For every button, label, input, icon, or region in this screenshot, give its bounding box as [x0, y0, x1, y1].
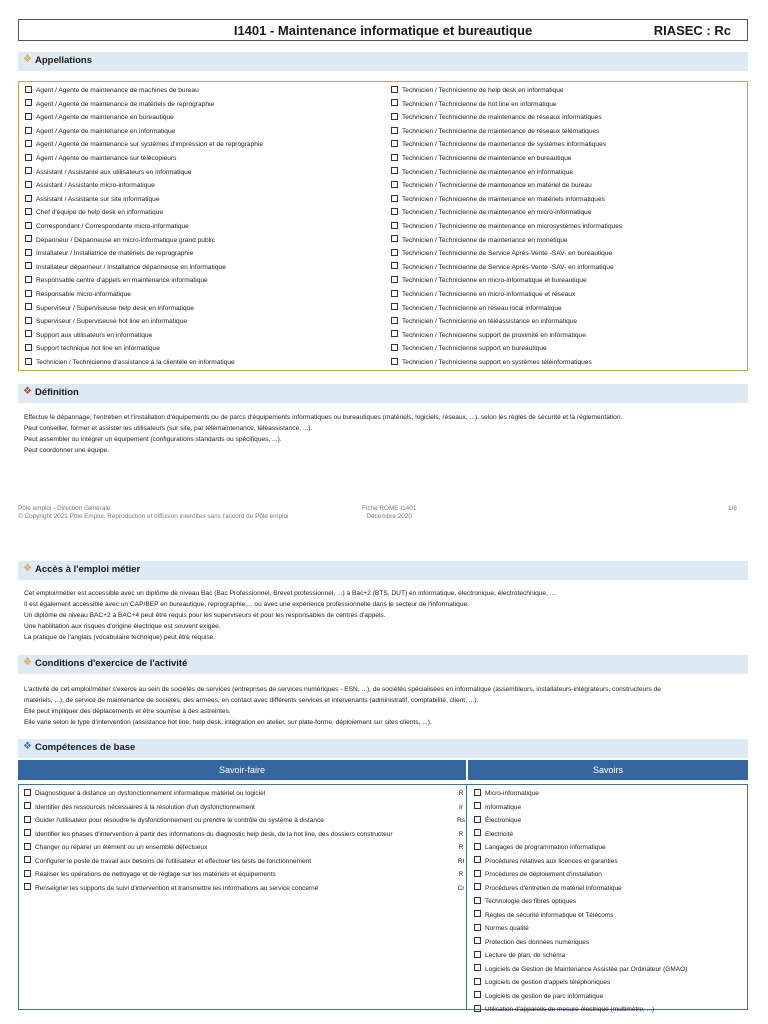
- riasec-code-cell: R: [458, 830, 464, 838]
- checkbox-icon: [25, 358, 32, 365]
- savoir-label: Procédures relatives aux licences et garanties: [485, 857, 618, 865]
- savoir-item: [474, 936, 589, 950]
- checkbox-icon: [24, 883, 31, 890]
- competences-box: [18, 784, 748, 1013]
- checkbox-icon: [25, 154, 32, 161]
- diamond-icon: ❖: [23, 741, 32, 752]
- savoir-label: Procédures de déploiement d'installation: [485, 871, 602, 878]
- text-line: Peut coordonner une équipe.: [24, 447, 110, 454]
- checkbox-icon: [25, 140, 32, 147]
- checkbox-icon: [474, 910, 481, 917]
- appellation-item: [25, 288, 263, 302]
- footer-date: Décembre 2020: [366, 513, 412, 520]
- item-label: Superviseur / Superviseuse help desk en informatique: [36, 304, 194, 312]
- checkbox-icon: [25, 344, 32, 351]
- checkbox-icon: [391, 181, 398, 188]
- appellation-item: [25, 315, 263, 329]
- checkbox-icon: [391, 208, 398, 215]
- appellation-item: [391, 234, 622, 248]
- item-label: Technicien / Technicienne en micro-informatique et réseaux: [402, 290, 576, 298]
- item-label: Technicien / Technicienne de maintenance en microsystèmes informatiques: [402, 222, 623, 230]
- appellation-item: [25, 356, 263, 370]
- checkbox-icon: [391, 249, 398, 256]
- item-label: Technicien / Technicienne en téléassistance en informatique: [402, 318, 578, 326]
- item-label: Technicien / Technicienne de maintenance de réseaux télématiques: [402, 127, 600, 135]
- diamond-icon: ❖: [23, 657, 32, 668]
- item-label: Correspondant / Correspondante micro-informatique: [36, 222, 189, 230]
- savoir-item: [474, 922, 529, 936]
- text-line: Elle peut impliquer des déplacements et être soumise à des astreintes.: [24, 708, 231, 715]
- item-label: Responsable centre d'appels en maintenance informatique: [36, 277, 208, 285]
- section-competences: [18, 739, 748, 758]
- appellations-box: [18, 81, 748, 371]
- item-label: Responsable micro-informatique: [36, 290, 131, 298]
- checkbox-icon: [24, 856, 31, 863]
- savoir-item: [474, 855, 618, 869]
- savoir-faire-item: [24, 828, 464, 842]
- savoir-item: [474, 868, 602, 882]
- appellation-item: [391, 356, 622, 370]
- savoir-faire-label: Réaliser les opérations de nettoyage et de réglage sur les matériels et équipements: [35, 871, 276, 878]
- savoir-item: [474, 909, 614, 923]
- diamond-icon: ❖: [23, 563, 32, 574]
- appellation-item: [391, 179, 622, 193]
- item-label: Technicien / Technicienne en réseau local informatique: [402, 304, 562, 312]
- checkbox-icon: [391, 303, 398, 310]
- text-line: Peut conseiller, former et assister les utilisateurs (sur site, par télémaintenance, téléassistance, ...).: [24, 425, 313, 432]
- appellation-item: [391, 261, 622, 275]
- savoir-label: Normes qualité: [485, 925, 529, 932]
- savoir-faire-label: Renseigner les supports de suivi d'intervention et transmettre les informations au service concerné: [35, 884, 319, 892]
- savoir-faire-label: Identifier les phases d'intervention à partir des informations du diagnostic help desk, de la hot line, des dossiers constructeur: [35, 830, 393, 838]
- section-acces: [18, 561, 748, 580]
- appellation-item: [25, 84, 263, 98]
- item-label: Technicien / Technicienne de maintenance en matériels informatiques: [402, 195, 605, 203]
- checkbox-icon: [24, 870, 31, 877]
- appellation-item: [25, 302, 263, 316]
- footer-fiche-line1: Fiche ROME I1401: [362, 505, 417, 512]
- appellation-item: [391, 206, 622, 220]
- appellation-item: [391, 152, 622, 166]
- checkbox-icon: [474, 829, 481, 836]
- footer-org-line1: Pôle emploi - Direction Générale: [18, 505, 111, 512]
- checkbox-icon: [391, 154, 398, 161]
- savoir-item: [474, 949, 565, 963]
- footer-org: [18, 505, 288, 521]
- checkbox-icon: [24, 789, 31, 796]
- section-title: Conditions d'exercice de l'activité: [35, 658, 188, 669]
- savoir-item: [474, 841, 606, 855]
- savoir-label: Règles de sécurité informatique et Télécoms: [485, 911, 614, 919]
- riasec-code-cell: Rs: [457, 817, 465, 824]
- appellations-right-column: [391, 84, 622, 369]
- savoir-faire-item: [24, 814, 464, 828]
- diamond-icon: ❖: [23, 386, 32, 397]
- riasec-code-cell: R: [458, 790, 464, 797]
- text-line: Un diplôme de niveau BAC+2 à BAC+4 peut être requis pour les superviseurs et pour les responsables de centres d'appels.: [24, 612, 386, 619]
- checkbox-icon: [24, 843, 31, 850]
- section-title: Définition: [35, 387, 79, 398]
- item-label: Superviseur / Superviseuse hot line en informatique: [36, 318, 188, 326]
- checkbox-icon: [391, 344, 398, 351]
- riasec-code-cell: R: [458, 844, 464, 851]
- item-label: Technicien / Technicienne de maintenance en matériel de bureau: [402, 182, 592, 190]
- checkbox-icon: [25, 167, 32, 174]
- checkbox-icon: [391, 113, 398, 120]
- text-line: Elle varie selon le type d'intervention (assistance hot line, help desk, intégration en atelier, sur plate-forme, déploiement sur sites clients, ...).: [24, 719, 432, 726]
- appellation-item: [25, 274, 263, 288]
- appellation-item: [25, 166, 263, 180]
- checkbox-icon: [474, 978, 481, 985]
- item-label: Agent / Agente de maintenance en informatique: [36, 127, 176, 135]
- appellation-item: [25, 247, 263, 261]
- item-label: Technicien / Technicienne de maintenance de systèmes informatiques: [402, 141, 607, 149]
- item-label: Assistant / Assistante micro-informatique: [36, 182, 155, 190]
- diamond-icon: ❖: [23, 54, 32, 65]
- checkbox-icon: [391, 99, 398, 106]
- savoir-label: Utilisation d'appareils de mesure électrique (multimètre, ...): [485, 1006, 655, 1013]
- checkbox-icon: [391, 86, 398, 93]
- savoir-item: [474, 828, 513, 842]
- text-line: La pratique de l'anglais (vocabulaire technique) peut être requise.: [24, 634, 216, 641]
- savoir-item: [474, 801, 521, 815]
- definition-text: [24, 412, 744, 456]
- checkbox-icon: [391, 140, 398, 147]
- appellation-item: [391, 274, 622, 288]
- item-label: Technicien / Technicienne d'assistance à la clientèle en informatique: [36, 358, 235, 366]
- checkbox-icon: [474, 856, 481, 863]
- item-label: Support technique hot line en informatique: [36, 345, 160, 353]
- checkbox-icon: [25, 330, 32, 337]
- section-title: Compétences de base: [35, 742, 136, 753]
- savoir-item: [474, 1003, 654, 1017]
- riasec-code-cell: Cr: [457, 884, 465, 892]
- checkbox-icon: [25, 317, 32, 324]
- appellations-left-column: [25, 84, 263, 369]
- savoir-label: Procédures d'entretien de matériel informatique: [485, 884, 622, 892]
- section-definition: [18, 384, 748, 403]
- savoir-label: Logiciels de gestion d'appels téléphoniques: [485, 979, 611, 986]
- checkbox-icon: [474, 991, 481, 998]
- appellation-item: [391, 220, 622, 234]
- checkbox-icon: [391, 358, 398, 365]
- text-line: L'activité de cet emploi/métier s'exerce au sein de sociétés de services (entreprises de services numériques - ESN, ...), de sociétés spécialisées en informatique (assembleurs, installateurs-intégrateurs, constructeurs de: [24, 686, 661, 693]
- footer-copyright: © Copyright 2021 Pôle Emploi. Reproduction et diffusion interdites sans l'accord de Pôle emploi: [18, 513, 289, 520]
- checkbox-icon: [25, 208, 32, 215]
- checkbox-icon: [25, 249, 32, 256]
- appellation-item: [25, 220, 263, 234]
- savoir-faire-label: Changer ou réparer un élément ou un ensemble défectueux: [35, 844, 208, 851]
- checkbox-icon: [391, 167, 398, 174]
- item-label: Technicien / Technicienne en micro-informatique et bureautique: [402, 277, 587, 285]
- item-label: Technicien / Technicienne support de proximité en informatique: [402, 331, 586, 339]
- checkbox-icon: [474, 883, 481, 890]
- item-label: Technicien / Technicienne de maintenance en monétique: [402, 236, 568, 244]
- savoir-faire-item: [24, 787, 464, 801]
- item-label: Technicien / Technicienne support en bureautique: [402, 345, 547, 353]
- text-line: Cet emploi/métier est accessible avec un diplôme de niveau Bac (Bac Professionnel, Brevet professionnel, ...) à Bac+2 (BTS, DUT) en informatique, électronique, électrotechnique, ...: [24, 590, 556, 597]
- checkbox-icon: [25, 222, 32, 229]
- checkbox-icon: [474, 843, 481, 850]
- item-label: Support aux utilisateurs en informatique: [36, 331, 153, 339]
- savoir-faire-header: Savoir-faire: [18, 760, 466, 780]
- item-label: Technicien / Technicienne de hot line en informatique: [402, 100, 557, 108]
- appellation-item: [25, 125, 263, 139]
- appellation-item: [391, 247, 622, 261]
- appellation-item: [391, 111, 622, 125]
- item-label: Technicien / Technicienne de Service Après-Vente -SAV- en bureautique: [402, 250, 613, 258]
- checkbox-icon: [391, 262, 398, 269]
- checkbox-icon: [25, 113, 32, 120]
- appellation-item: [25, 179, 263, 193]
- acces-text: [24, 588, 744, 643]
- section-conditions: [18, 655, 748, 674]
- item-label: Technicien / Technicienne support en systèmes téléinformatiques: [402, 358, 592, 366]
- savoir-label: Electricité: [485, 830, 514, 838]
- section-appellations: [18, 52, 748, 71]
- savoir-item: [474, 814, 521, 828]
- checkbox-icon: [474, 802, 481, 809]
- page-title: I1401 - Maintenance informatique et bureautique: [233, 23, 533, 38]
- checkbox-icon: [25, 127, 32, 134]
- item-label: Installateur dépanneur / Installatrice dépanneuse en informatique: [36, 263, 226, 271]
- savoir-label: Micro-informatique: [485, 790, 539, 797]
- appellation-item: [391, 288, 622, 302]
- savoir-faire-item: [24, 868, 464, 882]
- checkbox-icon: [391, 276, 398, 283]
- item-label: Dépanneur / Dépanneuse en micro-informatique grand public: [36, 236, 215, 244]
- appellation-item: [25, 342, 263, 356]
- checkbox-icon: [24, 816, 31, 823]
- savoir-label: Lecture de plan, de schéma: [485, 952, 566, 959]
- savoirs-header: Savoirs: [468, 760, 748, 780]
- appellation-item: [391, 193, 622, 207]
- checkbox-icon: [24, 829, 31, 836]
- checkbox-icon: [25, 181, 32, 188]
- savoir-faire-item: [24, 841, 464, 855]
- appellation-item: [391, 342, 622, 356]
- item-label: Technicien / Technicienne de maintenance en bureautique: [402, 154, 572, 162]
- checkbox-icon: [474, 1005, 481, 1012]
- riasec-code: RIASEC : Rc: [653, 23, 731, 38]
- checkbox-icon: [391, 195, 398, 202]
- savoir-item: [474, 895, 576, 909]
- appellation-item: [391, 138, 622, 152]
- footer-page-number: 1/6: [728, 505, 737, 512]
- savoir-item: [474, 990, 603, 1004]
- appellation-item: [391, 98, 622, 112]
- item-label: Technicien / Technicienne de Service Après-Vente -SAV- en informatique: [402, 263, 614, 271]
- appellation-item: [391, 302, 622, 316]
- checkbox-icon: [25, 290, 32, 297]
- checkbox-icon: [25, 235, 32, 242]
- savoir-faire-item: [24, 855, 464, 869]
- appellation-item: [25, 152, 263, 166]
- savoir-faire-label: Configurer le poste de travail aux besoins de l'utilisateur et effectuer les tests de fonctionnement: [35, 857, 312, 865]
- savoir-faire-item: [24, 882, 464, 896]
- riasec-code-cell: R: [458, 871, 464, 878]
- text-line: Une habilitation aux risques d'origine électrique est souvent exigée.: [24, 623, 221, 630]
- savoir-label: Technologie des fibres optiques: [485, 898, 577, 905]
- section-title: Appellations: [35, 55, 93, 66]
- savoir-label: Langages de programmation informatique: [485, 844, 606, 851]
- item-label: Assistant / Assistante sur site informatique: [36, 195, 160, 203]
- savoir-label: Protection des données numériques: [485, 938, 590, 946]
- appellation-item: [25, 98, 263, 112]
- conditions-text: [24, 684, 744, 728]
- savoir-label: Électronique: [485, 817, 522, 824]
- savoir-faire-label: Guider l'utilisateur pour résoudre le dysfonctionnement ou prendre le contrôle du système à distance: [35, 817, 324, 824]
- checkbox-icon: [474, 789, 481, 796]
- item-label: Installateur / Installatrice de matériels de reprographie: [36, 250, 194, 258]
- savoir-faire-label: Identifier des ressources nécessaires à la résolution d'un dysfonctionnement: [35, 803, 255, 811]
- checkbox-icon: [391, 235, 398, 242]
- checkbox-icon: [391, 290, 398, 297]
- appellation-item: [25, 261, 263, 275]
- item-label: Agent / Agente de maintenance sur télécopieurs: [36, 154, 177, 162]
- text-line: Peut assembler ou intégrer un équipement (configurations standards ou spécifiques, ...).: [24, 436, 282, 443]
- checkbox-icon: [474, 937, 481, 944]
- appellation-item: [25, 138, 263, 152]
- savoir-faire-item: [24, 801, 464, 815]
- savoir-label: Informatique: [485, 803, 522, 811]
- item-label: Technicien / Technicienne de help desk en informatique: [402, 87, 564, 94]
- checkbox-icon: [391, 222, 398, 229]
- item-label: Technicien / Technicienne de maintenance en informatique: [402, 168, 574, 176]
- checkbox-icon: [474, 924, 481, 931]
- savoir-label: Logiciels de gestion de parc informatique: [485, 992, 604, 1000]
- item-label: Technicien / Technicienne de maintenance en micro-informatique: [402, 209, 592, 217]
- footer-fiche: [362, 505, 416, 521]
- checkbox-icon: [25, 86, 32, 93]
- checkbox-icon: [24, 802, 31, 809]
- item-label: Assistant / Assistante aux utilisateurs en informatique: [36, 168, 192, 176]
- checkbox-icon: [391, 127, 398, 134]
- appellation-item: [25, 206, 263, 220]
- item-label: Agent / Agente de maintenance en bureautique: [36, 114, 174, 122]
- appellation-item: [25, 111, 263, 125]
- checkbox-icon: [25, 303, 32, 310]
- title-box: [18, 19, 748, 41]
- checkbox-icon: [25, 195, 32, 202]
- text-line: Effectue le dépannage, l'entretien et l'installation d'équipements ou de parcs d'équipements informatiques ou bureautiques (matériels, logiciels, réseaux, ...), selon les règles de sécurité et la réglementation.: [24, 414, 623, 421]
- savoir-item: [474, 976, 610, 990]
- checkbox-icon: [474, 964, 481, 971]
- text-line: matériels, ...), de service de maintenance de sociétés, des armées, en contact avec différents services et intervenants (administratif, comptabilité, client, ...).: [24, 697, 479, 704]
- checkbox-icon: [25, 276, 32, 283]
- appellation-item: [391, 166, 622, 180]
- text-line: Il est également accessible avec un CAP/BEP en bureautique, reprographie,... ou avec une expérience professionnelle dans le secteur de l'informatique.: [24, 601, 470, 608]
- savoir-label: Logiciels de Gestion de Maintenance Assistée par Ordinateur (GMAO): [485, 965, 688, 973]
- savoir-item: [474, 787, 539, 801]
- item-label: Technicien / Technicienne de maintenance de réseaux informatiques: [402, 114, 602, 122]
- item-label: Agent / Agente de maintenance de machines de bureau: [36, 87, 199, 94]
- appellation-item: [391, 125, 622, 139]
- riasec-code-cell: RI: [457, 857, 465, 865]
- appellation-item: [391, 329, 622, 343]
- checkbox-icon: [474, 951, 481, 958]
- appellation-item: [25, 193, 263, 207]
- savoir-faire-label: Diagnostiquer à distance un dysfonctionnement informatique matériel ou logiciel: [35, 790, 266, 797]
- appellation-item: [25, 234, 263, 248]
- appellation-item: [391, 315, 622, 329]
- checkbox-icon: [25, 262, 32, 269]
- appellation-item: [391, 84, 622, 98]
- item-label: Agent / Agente de maintenance de matériels de reprographie: [36, 100, 215, 108]
- savoir-item: [474, 963, 687, 977]
- riasec-code-cell: Ir: [459, 803, 463, 811]
- checkbox-icon: [474, 897, 481, 904]
- checkbox-icon: [391, 317, 398, 324]
- item-label: Agent / Agente de maintenance sur systèmes d'impression et de reprographie: [36, 141, 264, 149]
- checkbox-icon: [391, 330, 398, 337]
- savoir-item: [474, 882, 622, 896]
- appellation-item: [25, 329, 263, 343]
- checkbox-icon: [25, 99, 32, 106]
- checkbox-icon: [474, 816, 481, 823]
- section-title: Accès à l'emploi métier: [35, 564, 141, 575]
- checkbox-icon: [474, 870, 481, 877]
- item-label: Chef d'équipe de help desk en informatique: [36, 209, 163, 217]
